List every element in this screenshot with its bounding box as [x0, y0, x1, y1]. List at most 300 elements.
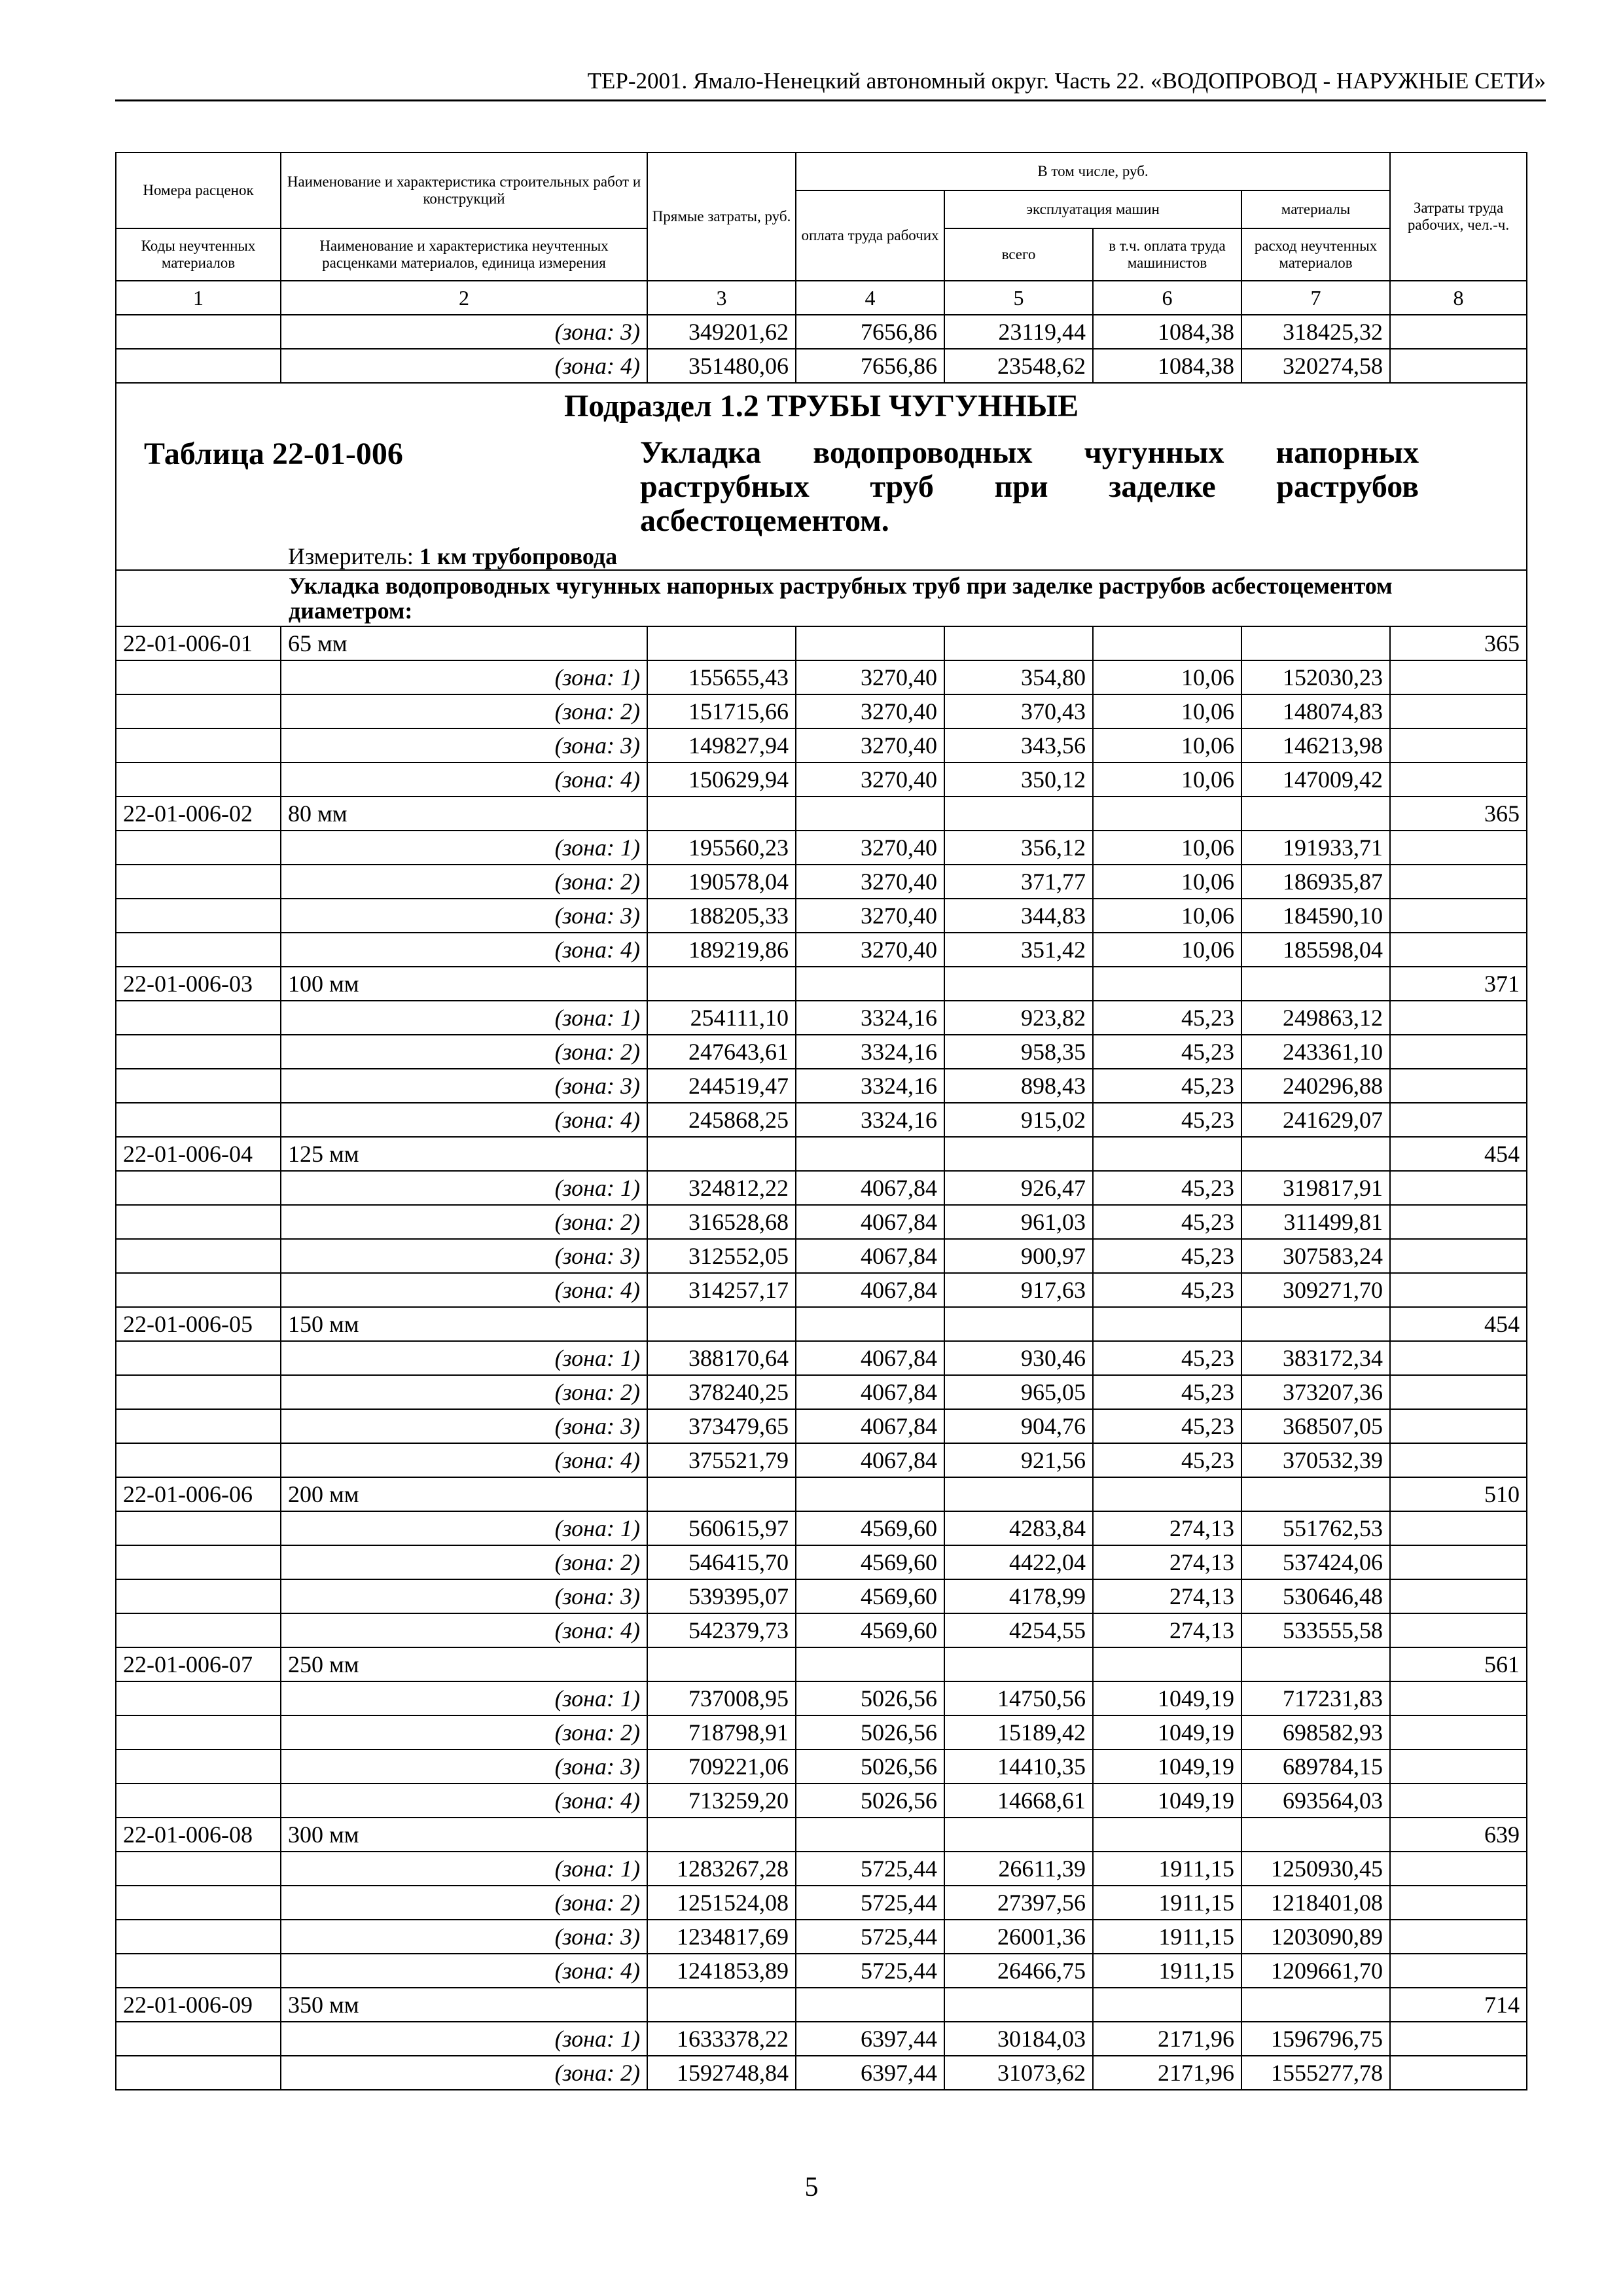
value-direct: 247643,61: [647, 1035, 796, 1069]
value-labor: 4067,84: [796, 1375, 944, 1409]
value-direct: 150629,94: [647, 762, 796, 797]
col1-header-top: Номера расценок: [116, 152, 281, 228]
value-direct: 546415,70: [647, 1545, 796, 1579]
zone-label: (зона: 3): [281, 899, 647, 933]
zone-label: (зона: 2): [281, 865, 647, 899]
zone-row: [116, 1613, 1527, 1647]
zone-row: [116, 1749, 1527, 1784]
hours-cell: [1390, 1239, 1527, 1273]
empty-cell: [1093, 1137, 1241, 1171]
zone-label: (зона: 1): [281, 1852, 647, 1886]
code-cell: [116, 1205, 281, 1239]
item-labor-hours: 454: [1390, 1307, 1527, 1341]
value-mach-labor: 45,23: [1093, 1273, 1241, 1307]
value-mach-labor: 10,06: [1093, 762, 1241, 797]
item-row: [116, 1647, 1527, 1681]
zone-label: (зона: 2): [281, 2056, 647, 2090]
price-table: [115, 152, 1527, 2090]
item-labor-hours: 371: [1390, 967, 1527, 1001]
value-mach: 370,43: [944, 694, 1093, 728]
zone-row: [116, 1852, 1527, 1886]
value-mach: 921,56: [944, 1443, 1093, 1477]
item-code: 22-01-006-06: [116, 1477, 281, 1511]
value-mach-labor: 10,06: [1093, 728, 1241, 762]
zone-label: (зона: 2): [281, 694, 647, 728]
value-mach: 926,47: [944, 1171, 1093, 1205]
value-mach: 26001,36: [944, 1920, 1093, 1954]
code-cell: [116, 728, 281, 762]
column-number: 4: [796, 281, 944, 315]
value-direct: 378240,25: [647, 1375, 796, 1409]
value-mach: 350,12: [944, 762, 1093, 797]
value-mat: 184590,10: [1241, 899, 1390, 933]
zone-label: (зона: 3): [281, 1069, 647, 1103]
zone-row: [116, 1784, 1527, 1818]
value-direct: 245868,25: [647, 1103, 796, 1137]
empty-cell: [1241, 1307, 1390, 1341]
incl-header: В том числе, руб.: [796, 152, 1390, 190]
value-direct: 709221,06: [647, 1749, 796, 1784]
item-code: 22-01-006-09: [116, 1988, 281, 2022]
hours-cell: [1390, 349, 1527, 383]
column-number: 1: [116, 281, 281, 315]
zone-row: [116, 1545, 1527, 1579]
item-code: 22-01-006-02: [116, 797, 281, 831]
item-name: 125 мм: [281, 1137, 647, 1171]
empty-cell: [944, 1307, 1093, 1341]
value-labor: 3324,16: [796, 1001, 944, 1035]
value-mach-labor: 45,23: [1093, 1171, 1241, 1205]
hours-cell: [1390, 694, 1527, 728]
code-cell: [116, 1409, 281, 1443]
materials-header: материалы: [1241, 190, 1390, 228]
value-direct: 1592748,84: [647, 2056, 796, 2090]
value-mach: 915,02: [944, 1103, 1093, 1137]
hours-cell: [1390, 1205, 1527, 1239]
machines-header: эксплуатация машин: [944, 190, 1241, 228]
hours-cell: [1390, 1545, 1527, 1579]
zone-label: (зона: 1): [281, 1511, 647, 1545]
code-cell: [116, 762, 281, 797]
zone-label: (зона: 4): [281, 933, 647, 967]
value-mach: 343,56: [944, 728, 1093, 762]
value-direct: 155655,43: [647, 660, 796, 694]
code-cell: [116, 1035, 281, 1069]
code-cell: [116, 1511, 281, 1545]
empty-cell: [796, 1818, 944, 1852]
value-direct: 542379,73: [647, 1613, 796, 1647]
zone-row: [116, 1375, 1527, 1409]
zone-row: [116, 2056, 1527, 2090]
value-mach-labor: 10,06: [1093, 899, 1241, 933]
code-cell: [116, 1852, 281, 1886]
value-mach-labor: 10,06: [1093, 694, 1241, 728]
value-mach-labor: 10,06: [1093, 831, 1241, 865]
empty-cell: [1093, 1818, 1241, 1852]
value-labor: 3270,40: [796, 899, 944, 933]
value-labor: 3270,40: [796, 728, 944, 762]
empty-cell: [647, 1307, 796, 1341]
value-labor: 5026,56: [796, 1681, 944, 1715]
value-mach: 15189,42: [944, 1715, 1093, 1749]
value-mat: 383172,34: [1241, 1341, 1390, 1375]
value-mat: 373207,36: [1241, 1375, 1390, 1409]
zone-label: (зона: 4): [281, 1103, 647, 1137]
code-cell: [116, 660, 281, 694]
code-cell: [116, 1749, 281, 1784]
table-number: Таблица 22-01-006: [144, 437, 403, 471]
item-row: [116, 1307, 1527, 1341]
value-mat: 1250930,45: [1241, 1852, 1390, 1886]
zone-row: [116, 1681, 1527, 1715]
value-mach: 4178,99: [944, 1579, 1093, 1613]
code-cell: [116, 831, 281, 865]
zone-label: (зона: 3): [281, 1749, 647, 1784]
value-direct: 1283267,28: [647, 1852, 796, 1886]
hours-cell: [1390, 1103, 1527, 1137]
code-cell: [116, 1886, 281, 1920]
value-mach: 930,46: [944, 1341, 1093, 1375]
zone-label: (зона: 4): [281, 1784, 647, 1818]
zone-label: (зона: 2): [281, 1545, 647, 1579]
empty-cell: [1241, 1988, 1390, 2022]
value-mach-labor: 1911,15: [1093, 1852, 1241, 1886]
measure-line: [116, 543, 1527, 570]
value-mat: 148074,83: [1241, 694, 1390, 728]
zone-row: [116, 1341, 1527, 1375]
hours-cell: [1390, 762, 1527, 797]
item-row: [116, 1988, 1527, 2022]
zone-row: [116, 315, 1527, 349]
value-mat: 693564,03: [1241, 1784, 1390, 1818]
value-mach-labor: 274,13: [1093, 1613, 1241, 1647]
item-code: 22-01-006-05: [116, 1307, 281, 1341]
item-name: 100 мм: [281, 967, 647, 1001]
code-cell: [116, 1784, 281, 1818]
value-mach-labor: 10,06: [1093, 933, 1241, 967]
value-mat: 1555277,78: [1241, 2056, 1390, 2090]
zone-row: [116, 1205, 1527, 1239]
item-name: 150 мм: [281, 1307, 647, 1341]
zone-row: [116, 660, 1527, 694]
value-mat: 537424,06: [1241, 1545, 1390, 1579]
measure-value: 1 км трубопровода: [419, 543, 618, 569]
value-labor: 6397,44: [796, 2022, 944, 2056]
value-direct: 388170,64: [647, 1341, 796, 1375]
value-direct: 1234817,69: [647, 1920, 796, 1954]
value-mach: 4283,84: [944, 1511, 1093, 1545]
hours-cell: [1390, 1886, 1527, 1920]
hours-cell: [1390, 1511, 1527, 1545]
code-cell: [116, 899, 281, 933]
hours-cell: [1390, 1681, 1527, 1715]
value-direct: 1633378,22: [647, 2022, 796, 2056]
value-mat: 311499,81: [1241, 1205, 1390, 1239]
value-direct: 718798,91: [647, 1715, 796, 1749]
zone-label: (зона: 3): [281, 1239, 647, 1273]
value-mach: 14410,35: [944, 1749, 1093, 1784]
value-mach: 351,42: [944, 933, 1093, 967]
value-mat: 240296,88: [1241, 1069, 1390, 1103]
value-mat: 309271,70: [1241, 1273, 1390, 1307]
value-mach: 4254,55: [944, 1613, 1093, 1647]
hours-cell: [1390, 831, 1527, 865]
value-mach: 14668,61: [944, 1784, 1093, 1818]
item-row: [116, 626, 1527, 660]
value-labor: 5725,44: [796, 1886, 944, 1920]
value-mach-labor: 45,23: [1093, 1443, 1241, 1477]
zone-label: (зона: 4): [281, 1273, 647, 1307]
item-row: [116, 967, 1527, 1001]
value-direct: 195560,23: [647, 831, 796, 865]
item-labor-hours: 454: [1390, 1137, 1527, 1171]
hours-cell: [1390, 1443, 1527, 1477]
zone-label: (зона: 2): [281, 1035, 647, 1069]
labor-header: оплата труда рабочих: [796, 190, 944, 281]
empty-cell: [944, 1818, 1093, 1852]
value-mat: 307583,24: [1241, 1239, 1390, 1273]
value-direct: 373479,65: [647, 1409, 796, 1443]
zone-row: [116, 1443, 1527, 1477]
value-mat: 551762,53: [1241, 1511, 1390, 1545]
zone-label: (зона: 1): [281, 1171, 647, 1205]
item-labor-hours: 365: [1390, 797, 1527, 831]
value-mach-labor: 1084,38: [1093, 315, 1241, 349]
materials-unacc-header: расход неучтенных материалов: [1241, 228, 1390, 281]
value-direct: 349201,62: [647, 315, 796, 349]
value-labor: 4569,60: [796, 1511, 944, 1545]
machines-labor-header: в т.ч. оплата труда машинистов: [1093, 228, 1241, 281]
value-mach: 356,12: [944, 831, 1093, 865]
empty-cell: [944, 797, 1093, 831]
col1-header-bottom: Коды неучтенных материалов: [116, 228, 281, 281]
value-direct: 151715,66: [647, 694, 796, 728]
item-row: [116, 1137, 1527, 1171]
column-number: 7: [1241, 281, 1390, 315]
item-name: 250 мм: [281, 1647, 647, 1681]
hours-cell: [1390, 1375, 1527, 1409]
value-mat: 191933,71: [1241, 831, 1390, 865]
hours-cell: [1390, 1954, 1527, 1988]
column-number: 3: [647, 281, 796, 315]
value-labor: 3270,40: [796, 694, 944, 728]
value-labor: 6397,44: [796, 2056, 944, 2090]
zone-row: [116, 1715, 1527, 1749]
value-mach-labor: 1084,38: [1093, 349, 1241, 383]
empty-cell: [1093, 1307, 1241, 1341]
item-labor-hours: 714: [1390, 1988, 1527, 2022]
value-mach-labor: 10,06: [1093, 660, 1241, 694]
value-direct: 351480,06: [647, 349, 796, 383]
value-mach: 30184,03: [944, 2022, 1093, 2056]
value-labor: 4067,84: [796, 1205, 944, 1239]
zone-row: [116, 1511, 1527, 1545]
code-cell: [116, 1103, 281, 1137]
value-mach-labor: 45,23: [1093, 1069, 1241, 1103]
zone-row: [116, 1239, 1527, 1273]
col8-header: Затраты труда рабочих, чел.-ч.: [1390, 152, 1527, 281]
value-direct: 254111,10: [647, 1001, 796, 1035]
column-number: 6: [1093, 281, 1241, 315]
code-cell: [116, 1273, 281, 1307]
value-labor: 5725,44: [796, 1954, 944, 1988]
zone-label: (зона: 1): [281, 1341, 647, 1375]
value-labor: 4067,84: [796, 1409, 944, 1443]
item-name: 350 мм: [281, 1988, 647, 2022]
machines-total-header: всего: [944, 228, 1093, 281]
zone-row: [116, 1069, 1527, 1103]
value-labor: 7656,86: [796, 315, 944, 349]
value-direct: 149827,94: [647, 728, 796, 762]
empty-cell: [647, 626, 796, 660]
zone-row: [116, 1579, 1527, 1613]
hours-cell: [1390, 1749, 1527, 1784]
value-mach: 961,03: [944, 1205, 1093, 1239]
empty-cell: [796, 626, 944, 660]
value-mat: 530646,48: [1241, 1579, 1390, 1613]
value-mach-labor: 45,23: [1093, 1409, 1241, 1443]
zone-label: (зона: 3): [281, 1579, 647, 1613]
code-cell: [116, 1920, 281, 1954]
value-mach: 27397,56: [944, 1886, 1093, 1920]
value-labor: 4569,60: [796, 1579, 944, 1613]
value-mach-labor: 1911,15: [1093, 1920, 1241, 1954]
value-mat: 243361,10: [1241, 1035, 1390, 1069]
value-mat: 717231,83: [1241, 1681, 1390, 1715]
item-labor-hours: 561: [1390, 1647, 1527, 1681]
zone-row: [116, 865, 1527, 899]
empty-cell: [647, 967, 796, 1001]
empty-cell: [796, 797, 944, 831]
hours-cell: [1390, 2022, 1527, 2056]
hours-cell: [1390, 1341, 1527, 1375]
empty-cell: [1093, 1477, 1241, 1511]
zone-row: [116, 1273, 1527, 1307]
code-cell: [116, 1681, 281, 1715]
zone-row: [116, 1920, 1527, 1954]
code-cell: [116, 1545, 281, 1579]
hours-cell: [1390, 2056, 1527, 2090]
code-cell: [116, 1171, 281, 1205]
zone-label: (зона: 4): [281, 1954, 647, 1988]
empty-cell: [1241, 797, 1390, 831]
value-mach-labor: 45,23: [1093, 1341, 1241, 1375]
value-direct: 375521,79: [647, 1443, 796, 1477]
value-direct: 312552,05: [647, 1239, 796, 1273]
value-direct: 560615,97: [647, 1511, 796, 1545]
value-mach: 371,77: [944, 865, 1093, 899]
zone-row: [116, 1886, 1527, 1920]
value-direct: 244519,47: [647, 1069, 796, 1103]
value-mach: 904,76: [944, 1409, 1093, 1443]
value-direct: 539395,07: [647, 1579, 796, 1613]
value-labor: 5026,56: [796, 1749, 944, 1784]
item-labor-hours: 510: [1390, 1477, 1527, 1511]
code-cell: [116, 1613, 281, 1647]
zone-label: (зона: 3): [281, 1920, 647, 1954]
code-cell: [116, 694, 281, 728]
hours-cell: [1390, 1171, 1527, 1205]
zone-label: (зона: 3): [281, 315, 647, 349]
empty-cell: [647, 1988, 796, 2022]
value-mach: 900,97: [944, 1239, 1093, 1273]
code-cell: [116, 1341, 281, 1375]
hours-cell: [1390, 899, 1527, 933]
value-mach: 4422,04: [944, 1545, 1093, 1579]
value-mat: 249863,12: [1241, 1001, 1390, 1035]
value-direct: 737008,95: [647, 1681, 796, 1715]
value-labor: 7656,86: [796, 349, 944, 383]
hours-cell: [1390, 1069, 1527, 1103]
column-numbers-row: [116, 281, 1527, 315]
empty-cell: [796, 1477, 944, 1511]
code-cell: [116, 2022, 281, 2056]
section-title: Подраздел 1.2 ТРУБЫ ЧУГУННЫЕ: [116, 383, 1527, 429]
zone-row: [116, 899, 1527, 933]
empty-cell: [944, 967, 1093, 1001]
code-cell: [116, 315, 281, 349]
value-mach: 23119,44: [944, 315, 1093, 349]
value-mach: 923,82: [944, 1001, 1093, 1035]
hours-cell: [1390, 660, 1527, 694]
item-name: 80 мм: [281, 797, 647, 831]
empty-cell: [796, 1137, 944, 1171]
value-direct: 190578,04: [647, 865, 796, 899]
empty-cell: [1241, 1477, 1390, 1511]
zone-row: [116, 762, 1527, 797]
empty-cell: [944, 1988, 1093, 2022]
empty-cell: [1093, 797, 1241, 831]
zone-row: [116, 1035, 1527, 1069]
value-labor: 4067,84: [796, 1341, 944, 1375]
code-cell: [116, 1001, 281, 1035]
value-mach: 965,05: [944, 1375, 1093, 1409]
value-labor: 5026,56: [796, 1715, 944, 1749]
running-header: ТЕР-2001. Ямало-Ненецкий автономный округ. Часть 22. «ВОДОПРОВОД - НАРУЖНЫЕ СЕТИ»: [115, 68, 1546, 101]
col3-header: Прямые затраты, руб.: [647, 152, 796, 281]
zone-row: [116, 694, 1527, 728]
value-labor: 3324,16: [796, 1103, 944, 1137]
empty-cell: [1241, 626, 1390, 660]
value-mat: 368507,05: [1241, 1409, 1390, 1443]
value-mach: 958,35: [944, 1035, 1093, 1069]
hours-cell: [1390, 1613, 1527, 1647]
value-mat: 318425,32: [1241, 315, 1390, 349]
item-code: 22-01-006-04: [116, 1137, 281, 1171]
empty-cell: [796, 1988, 944, 2022]
value-labor: 3270,40: [796, 660, 944, 694]
zone-label: (зона: 1): [281, 1681, 647, 1715]
code-cell: [116, 1375, 281, 1409]
code-cell: [116, 865, 281, 899]
value-mach-labor: 1049,19: [1093, 1749, 1241, 1784]
zone-row: [116, 2022, 1527, 2056]
zone-row: [116, 1409, 1527, 1443]
table-heading-wrap: [116, 436, 1526, 538]
value-mach: 26611,39: [944, 1852, 1093, 1886]
section-description: Укладка водопроводных чугунных напорных раструбных труб при заделке раструбов асбестоцементом диаметром:: [281, 570, 1527, 626]
value-mach-labor: 1049,19: [1093, 1681, 1241, 1715]
zone-label: (зона: 4): [281, 1613, 647, 1647]
item-code: 22-01-006-03: [116, 967, 281, 1001]
value-mat: 146213,98: [1241, 728, 1390, 762]
empty-cell: [647, 797, 796, 831]
value-mat: 698582,93: [1241, 1715, 1390, 1749]
value-mat: 1218401,08: [1241, 1886, 1390, 1920]
empty-cell: [647, 1647, 796, 1681]
code-cell: [116, 2056, 281, 2090]
value-mach: 917,63: [944, 1273, 1093, 1307]
